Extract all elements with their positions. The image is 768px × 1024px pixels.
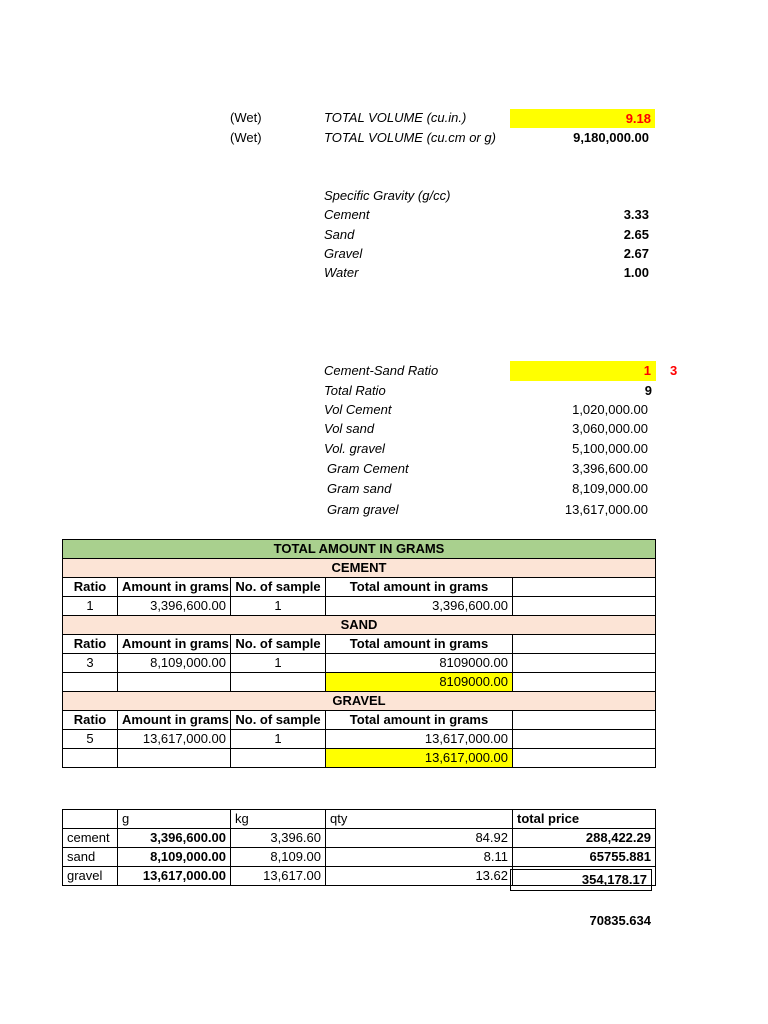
price-total: 288,422.29 <box>513 829 656 848</box>
sand-section-title: SAND <box>63 616 656 635</box>
empty-cell <box>513 654 656 673</box>
price-grams: 8,109,000.00 <box>118 848 231 867</box>
sand-samples: 1 <box>231 654 326 673</box>
cement-sand-ratio-value-a: 1 <box>643 363 651 378</box>
total-ratio-label: Total Ratio <box>324 383 386 398</box>
gram-gravel-value: 13,617,000.00 <box>564 502 648 517</box>
total-volume-cuin-label: TOTAL VOLUME (cu.in.) <box>324 110 467 125</box>
empty-cell <box>118 749 231 768</box>
price-extra: 70835.634 <box>589 913 651 928</box>
total-ratio-value: 9 <box>644 383 652 398</box>
vol-cement-label: Vol Cement <box>324 402 392 417</box>
sand-amount: 8,109,000.00 <box>118 654 231 673</box>
gravity-value-sand: 2.65 <box>623 227 649 242</box>
gram-sand-label: Gram sand <box>327 481 392 496</box>
sand-ratio: 3 <box>63 654 118 673</box>
header-amount: Amount in grams <box>118 635 231 654</box>
price-header-blank <box>63 810 118 829</box>
gravel-amount: 13,617,000.00 <box>118 730 231 749</box>
gravity-label-water: Water <box>324 265 359 280</box>
gravel-samples: 1 <box>231 730 326 749</box>
price-header-kg: kg <box>231 810 326 829</box>
gram-cement-value: 3,396,600.00 <box>572 461 648 476</box>
price-header-g: g <box>118 810 231 829</box>
price-kg: 3,396.60 <box>231 829 326 848</box>
sand-subtotal-row <box>63 673 656 692</box>
empty-cell <box>63 673 118 692</box>
price-row-sand <box>63 848 656 867</box>
header-samples: No. of sample <box>231 711 326 730</box>
gravel-data-row <box>63 730 656 749</box>
header-samples: No. of sample <box>231 578 326 597</box>
vol-gravel-value: 5,100,000.00 <box>572 441 648 456</box>
gravel-ratio: 5 <box>63 730 118 749</box>
price-total: 65755.881 <box>513 848 656 867</box>
sand-subtotal: 8109000.00 <box>326 673 513 692</box>
price-sum: 354,178.17 <box>510 869 652 891</box>
table-title-row <box>63 540 656 559</box>
header-total-amount: Total amount in grams <box>326 711 513 730</box>
header-samples: No. of sample <box>231 635 326 654</box>
price-row-cement <box>63 829 656 848</box>
gram-cement-label: Gram Cement <box>327 461 409 476</box>
vol-cement-value: 1,020,000.00 <box>572 402 648 417</box>
empty-cell <box>513 578 656 597</box>
cement-header-row <box>63 578 656 597</box>
gravity-label-sand: Sand <box>324 227 355 242</box>
gravel-subtotal-row <box>63 749 656 768</box>
sand-total: 8109000.00 <box>326 654 513 673</box>
wet-tag-2: (Wet) <box>230 130 262 145</box>
header-amount: Amount in grams <box>118 711 231 730</box>
vol-sand-label: Vol sand <box>324 421 375 436</box>
price-header-total-price: total price <box>513 810 656 829</box>
cement-samples: 1 <box>231 597 326 616</box>
price-grams: 3,396,600.00 <box>118 829 231 848</box>
empty-cell <box>513 730 656 749</box>
gram-sand-value: 8,109,000.00 <box>572 481 648 496</box>
cement-amount: 3,396,600.00 <box>118 597 231 616</box>
vol-gravel-label: Vol. gravel <box>324 441 385 456</box>
cement-sand-ratio-label: Cement-Sand Ratio <box>324 363 439 378</box>
total-volume-cuin-value: 9.18 <box>510 109 655 128</box>
price-grams: 13,617,000.00 <box>118 867 231 886</box>
empty-cell <box>231 673 326 692</box>
price-material: gravel <box>63 867 118 886</box>
header-total-amount: Total amount in grams <box>326 635 513 654</box>
empty-cell <box>513 711 656 730</box>
price-kg: 13,617.00 <box>231 867 326 886</box>
gravel-section-row <box>63 692 656 711</box>
gravel-subtotal: 13,617,000.00 <box>326 749 513 768</box>
price-kg: 8,109.00 <box>231 848 326 867</box>
price-qty: 8.11 <box>326 848 513 867</box>
gram-gravel-label: Gram gravel <box>327 502 399 517</box>
sand-header-row <box>63 635 656 654</box>
header-amount: Amount in grams <box>118 578 231 597</box>
header-total-amount: Total amount in grams <box>326 578 513 597</box>
total-amount-table <box>62 539 656 768</box>
gravel-total: 13,617,000.00 <box>326 730 513 749</box>
cement-data-row <box>63 597 656 616</box>
gravity-value-water: 1.00 <box>623 265 649 280</box>
sand-section-row <box>63 616 656 635</box>
empty-cell <box>513 635 656 654</box>
gravity-value-gravel: 2.67 <box>623 246 649 261</box>
cement-total: 3,396,600.00 <box>326 597 513 616</box>
vol-sand-value: 3,060,000.00 <box>572 421 648 436</box>
sand-data-row <box>63 654 656 673</box>
total-amount-title: TOTAL AMOUNT IN GRAMS <box>63 540 656 559</box>
wet-tag-1: (Wet) <box>230 110 262 125</box>
empty-cell <box>118 673 231 692</box>
total-volume-cucm-label: TOTAL VOLUME (cu.cm or g) <box>324 130 496 145</box>
header-ratio: Ratio <box>63 635 118 654</box>
empty-cell <box>513 749 656 768</box>
cement-section-row <box>63 559 656 578</box>
price-material: cement <box>63 829 118 848</box>
price-material: sand <box>63 848 118 867</box>
price-header-qty: qty <box>326 810 513 829</box>
cement-ratio: 1 <box>63 597 118 616</box>
gravity-label-cement: Cement <box>324 207 370 222</box>
gravel-header-row <box>63 711 656 730</box>
total-volume-cucm-value: 9,180,000.00 <box>573 130 649 145</box>
empty-cell <box>513 597 656 616</box>
header-ratio: Ratio <box>63 711 118 730</box>
empty-cell <box>63 749 118 768</box>
price-qty: 13.62 <box>326 867 513 886</box>
gravity-value-cement: 3.33 <box>623 207 649 222</box>
gravity-label-gravel: Gravel <box>324 246 363 261</box>
gravel-section-title: GRAVEL <box>63 692 656 711</box>
cement-sand-ratio-value-b: 3 <box>670 363 678 378</box>
empty-cell <box>231 749 326 768</box>
price-qty: 84.92 <box>326 829 513 848</box>
cement-section-title: CEMENT <box>63 559 656 578</box>
specific-gravity-title: Specific Gravity (g/cc) <box>324 188 451 203</box>
price-header-row <box>63 810 656 829</box>
empty-cell <box>513 673 656 692</box>
header-ratio: Ratio <box>63 578 118 597</box>
